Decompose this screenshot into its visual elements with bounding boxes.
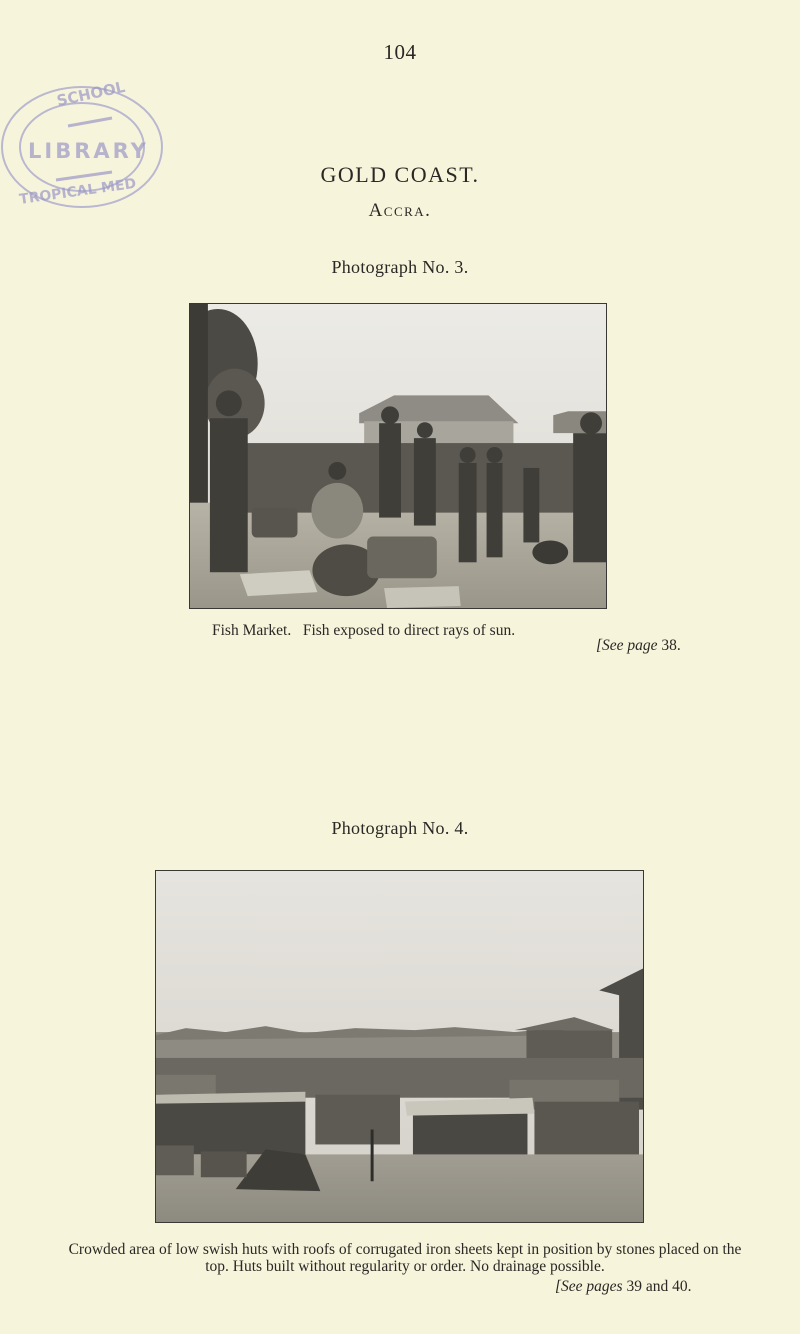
see-pages-numbers: 39 and 40. (626, 1278, 692, 1295)
photograph-3-caption: Fish Market. Fish exposed to direct rays of sun. (212, 622, 516, 639)
see-page-number: 38. (661, 637, 681, 654)
library-stamp-graphic (0, 80, 170, 215)
photograph-3-heading: Photograph No. 3. (331, 257, 469, 277)
photograph-4-page-reference (555, 1278, 691, 1296)
svg-text:SCHOOL: SCHOOL (55, 80, 127, 110)
photograph-4-swish-huts (155, 870, 644, 1223)
subsection-title: Accra. (368, 200, 432, 221)
fish-market-image (190, 304, 606, 608)
swish-huts-image (156, 871, 643, 1222)
library-stamp (0, 80, 170, 215)
photograph-4-heading: Photograph No. 4. (331, 818, 469, 838)
photograph-3-page-reference (596, 637, 681, 655)
photograph-4-caption: Crowded area of low swish huts with roofs of corrugated iron sheets kept in position by stones placed on the top. Huts built without regularity or order. No drainage possible. (68, 1241, 742, 1275)
page-number: 104 (383, 40, 417, 64)
see-pages-label: [See pages (555, 1278, 623, 1295)
svg-text:TROPICAL MED: TROPICAL MED (18, 175, 138, 208)
svg-text:LIBRARY: LIBRARY (28, 139, 149, 163)
photograph-3-fish-market (189, 303, 607, 609)
see-page-label: [See page (596, 637, 658, 654)
section-title: GOLD COAST. (320, 162, 480, 187)
